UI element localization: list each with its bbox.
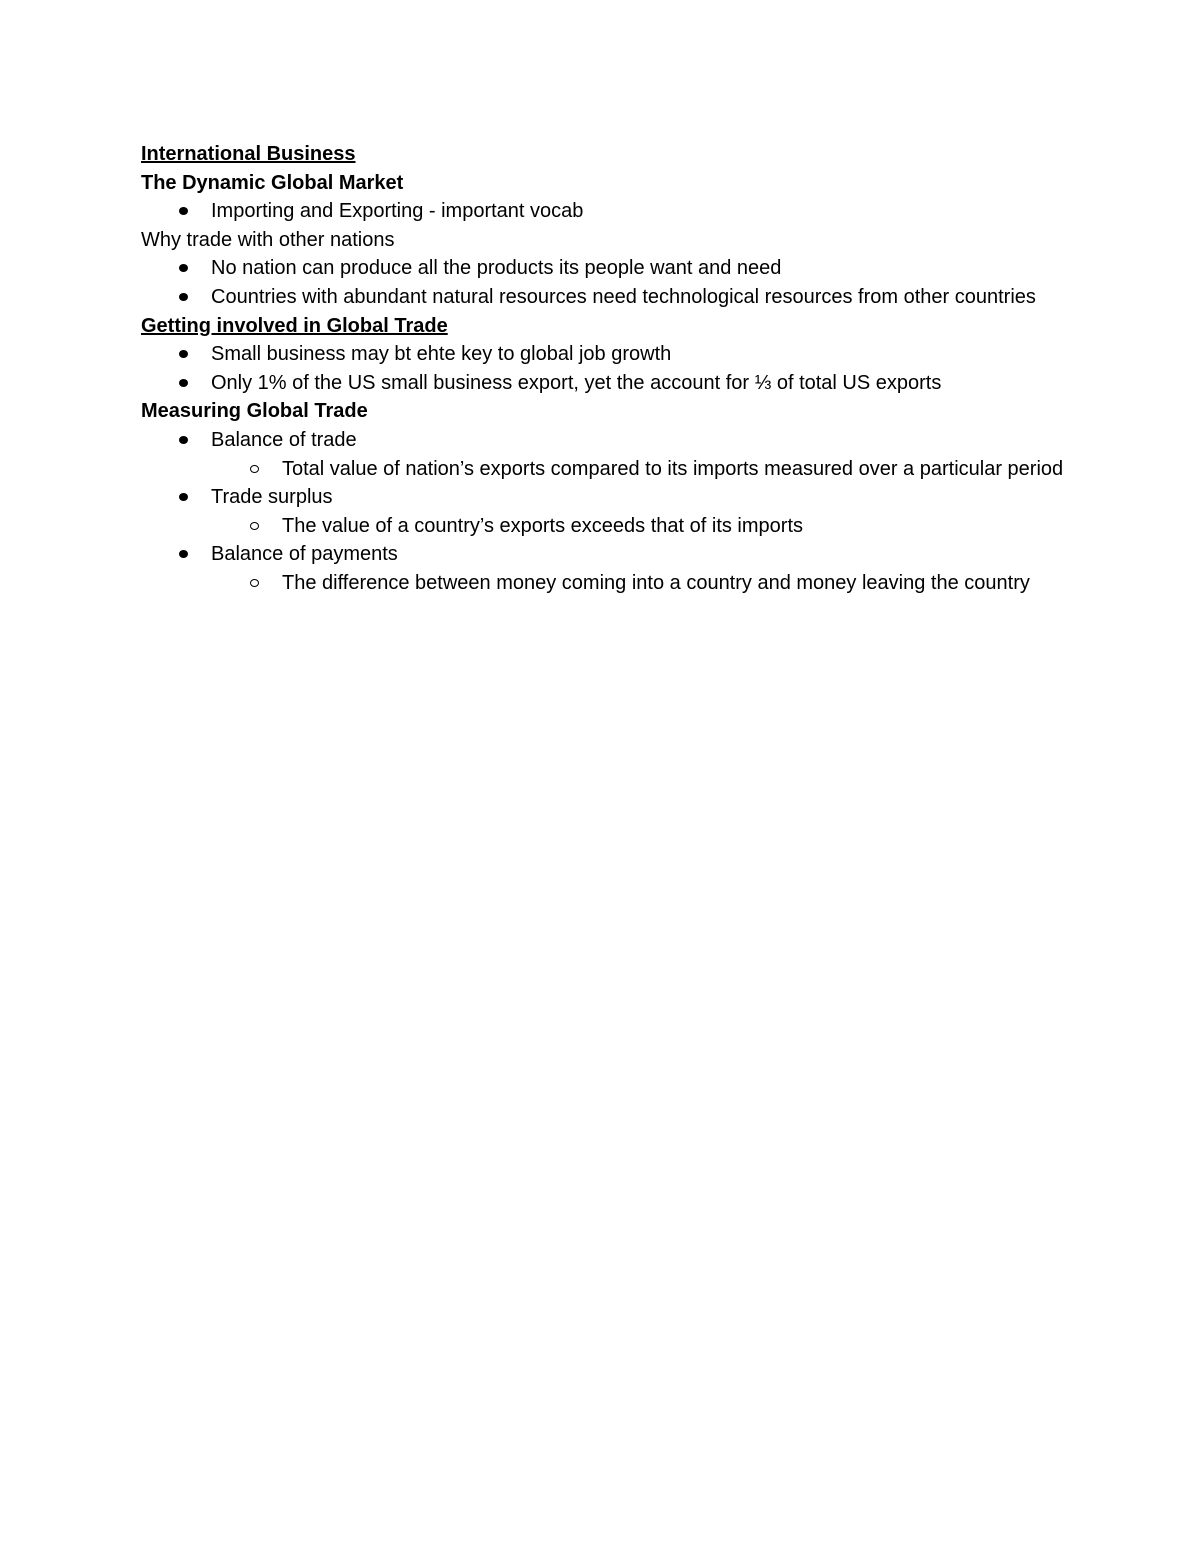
sub-bullet-list	[211, 569, 1071, 598]
bullet-list	[141, 426, 1071, 598]
bullet-list	[141, 254, 1071, 311]
section-heading-getting-involved: Getting involved in Global Trade	[141, 314, 448, 337]
section-heading-measuring-global-trade: Measuring Global Trade	[141, 400, 368, 423]
bullet-list	[141, 340, 1071, 397]
sub-list-item: The difference between money coming into a country and money leaving the country	[282, 569, 1071, 598]
sub-bullet-list	[211, 455, 1071, 484]
list-item: No nation can produce all the products its people want and need	[211, 254, 1071, 283]
list-item: Countries with abundant natural resources need technological resources from other countries	[211, 283, 1071, 312]
sub-bullet-list	[211, 512, 1071, 541]
sub-list-item: The value of a country’s exports exceeds that of its imports	[282, 512, 1071, 541]
list-item: Balance of trade Total value of nation’s exports compared to its imports measured over a particular period	[211, 426, 1071, 483]
bullet-list	[141, 197, 1071, 226]
section-heading-dynamic-global-market: The Dynamic Global Market	[141, 171, 404, 194]
document-body	[141, 140, 1071, 598]
sub-list-item: Total value of nation’s exports compared to its imports measured over a particular period	[282, 455, 1071, 484]
list-item: Only 1% of the US small business export, yet the account for ⅓ of total US exports	[211, 369, 1071, 398]
list-item: Importing and Exporting - important vocab	[211, 197, 1071, 226]
list-item: Small business may bt ehte key to global job growth	[211, 340, 1071, 369]
list-item: Trade surplus The value of a country’s exports exceeds that of its imports	[211, 483, 1071, 540]
list-item: Balance of payments The difference between money coming into a country and money leaving the country	[211, 540, 1071, 597]
section-heading-why-trade: Why trade with other nations	[141, 228, 395, 251]
document-title: International Business	[141, 143, 356, 165]
